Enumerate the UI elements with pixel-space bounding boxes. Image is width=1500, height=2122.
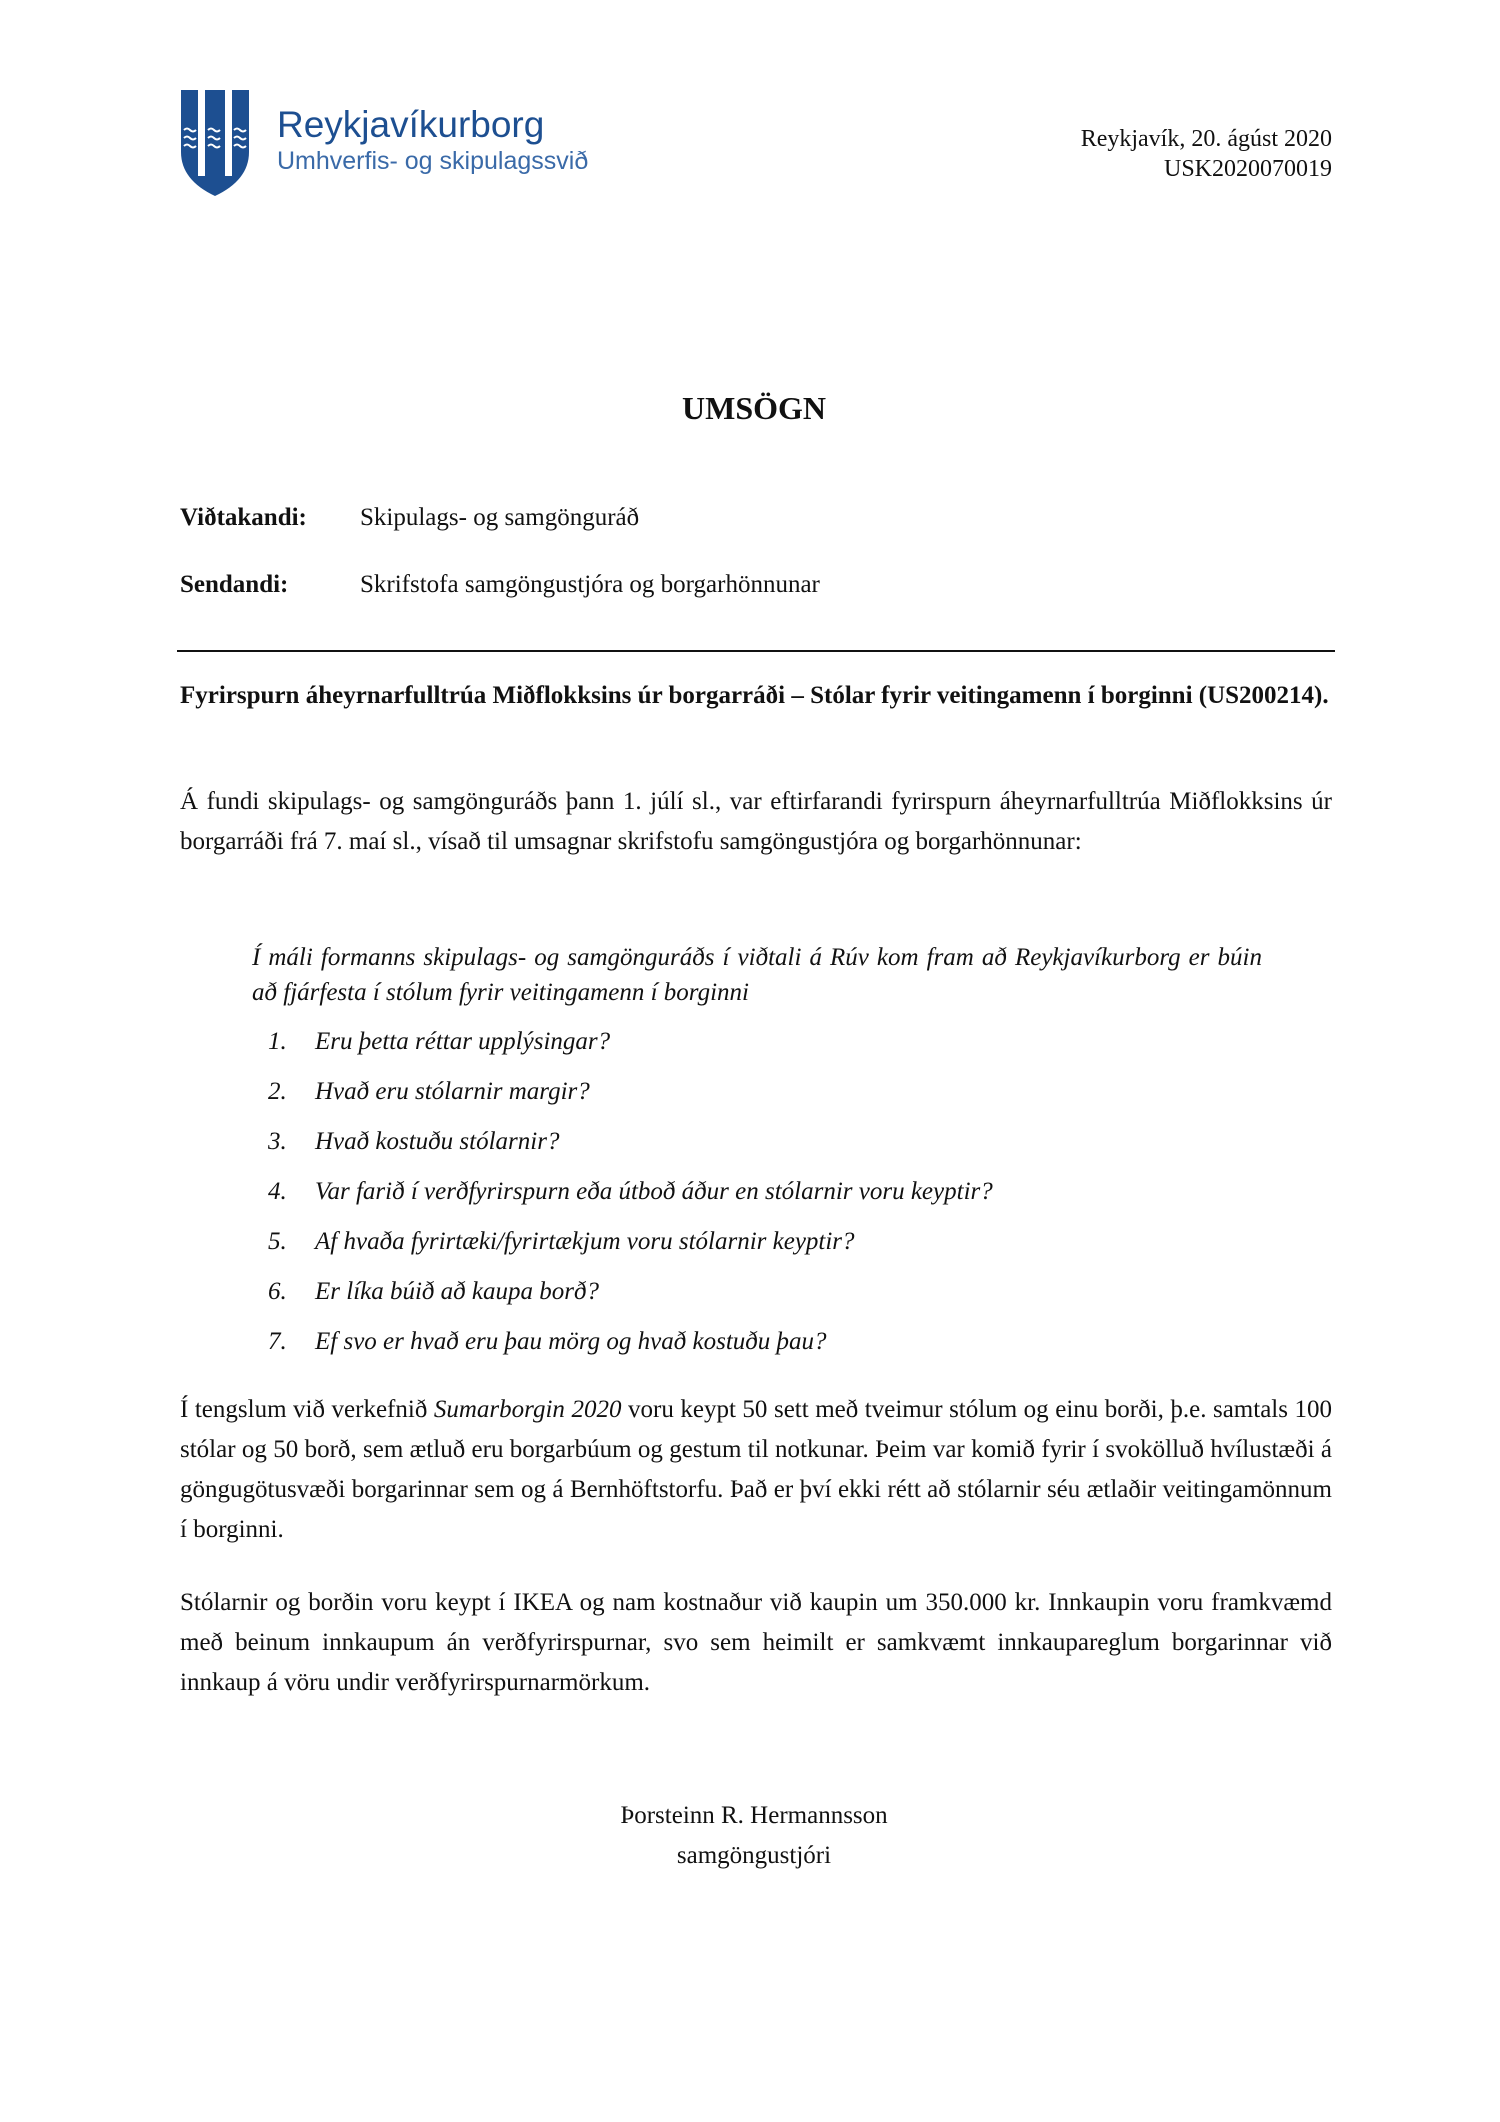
recipient-row [180,504,639,532]
department-name: Umhverfis- og skipulagssvið [277,147,589,175]
answer-paragraph-1: Í tengslum við verkefnið Sumarborgin 2020 voru keypt 50 sett með tveimur stólum og einu borði, þ.e. samtals 100 stólar og 50 borð, sem ætluð eru borgarbúum og gestum til notkunar. Þeim var komið fyrir í svokölluð hvílustæði á göngugötusvæði borgarinnar sem og á Bernhöftstorfu. Það er því ekki rétt að stólarnir séu ætlaðir veitingamönnum í borginni. [180,1396,1333,1543]
signatory-name: Þorsteinn R. Hermannsson [620,1802,888,1829]
recipient-label: Viðtakandi: [180,504,307,531]
sender-label: Sendandi: [180,571,289,598]
list-item: 7. Ef svo er hvað eru þau mörg og hvað kostuðu þau? [268,1328,827,1355]
intro-paragraph: Á fundi skipulags- og samgönguráðs þann 1. júlí sl., var eftirfarandi fyrirspurn áheyrnarfulltrúa Miðflokksins úr borgarráði frá 7. maí sl., vísað til umsagnar skrifstofu samgöngustjóra og borgarhönnunar: [180,788,1332,855]
quoted-inquiry: Í máli formanns skipulags- og samgönguráðs í viðtali á Rúv kom fram að Reykjavíkurborg er búin að fjárfesta í stólum fyrir veitingamenn í borginni [252,944,1262,1006]
list-item: 6. Er líka búið að kaupa borð? [268,1278,600,1305]
list-item: 5. Af hvaða fyrirtæki/fyrirtækjum voru stólarnir keyptir? [268,1228,855,1255]
place-date: Reykjavík, 20. ágúst 2020 [1080,126,1332,152]
sender-row [180,571,820,599]
signature-block [0,1796,1500,1876]
list-item: 3. Hvað kostuðu stólarnir? [268,1128,560,1155]
signatory-role: samgöngustjóri [676,1842,832,1869]
project-name: Sumarborgin 2020 [433,1396,622,1423]
letter-meta [1081,124,1332,184]
subject-heading: Fyrirspurn áheyrnarfulltrúa Miðflokksins úr borgarráði – Stólar fyrir veitingamenn í borginni (US200214). [180,682,1329,709]
recipient-value: Skipulags- og samgönguráð [360,504,640,531]
document-title: UMSÖGN [682,390,826,426]
list-item: 2. Hvað eru stólarnir margir? [268,1078,590,1105]
organization-name [277,104,588,176]
list-item: 4. Var farið í verðfyrirspurn eða útboð áður en stólarnir voru keyptir? [268,1178,993,1205]
reference-number: USK2020070019 [1163,156,1332,182]
org-name: Reykjavíkurborg [277,104,545,145]
list-item: 1. Eru þetta réttar upplýsingar? [268,1028,611,1055]
coat-of-arms-logo [181,90,249,196]
divider [177,650,1335,652]
sender-value: Skrifstofa samgöngustjóra og borgarhönnunar [360,571,820,598]
answer-paragraph-2: Stólarnir og borðin voru keypt í IKEA og nam kostnaður við kaupin um 350.000 kr. Innkaupin voru framkvæmd með beinum innkaupum án verðfyrirspurnar, svo sem heimilt er samkvæmt innkaupareglum borgarinnar við innkaup á vöru undir verðfyrirspurnarmörkum. [180,1589,1332,1696]
question-list [268,1022,993,1372]
